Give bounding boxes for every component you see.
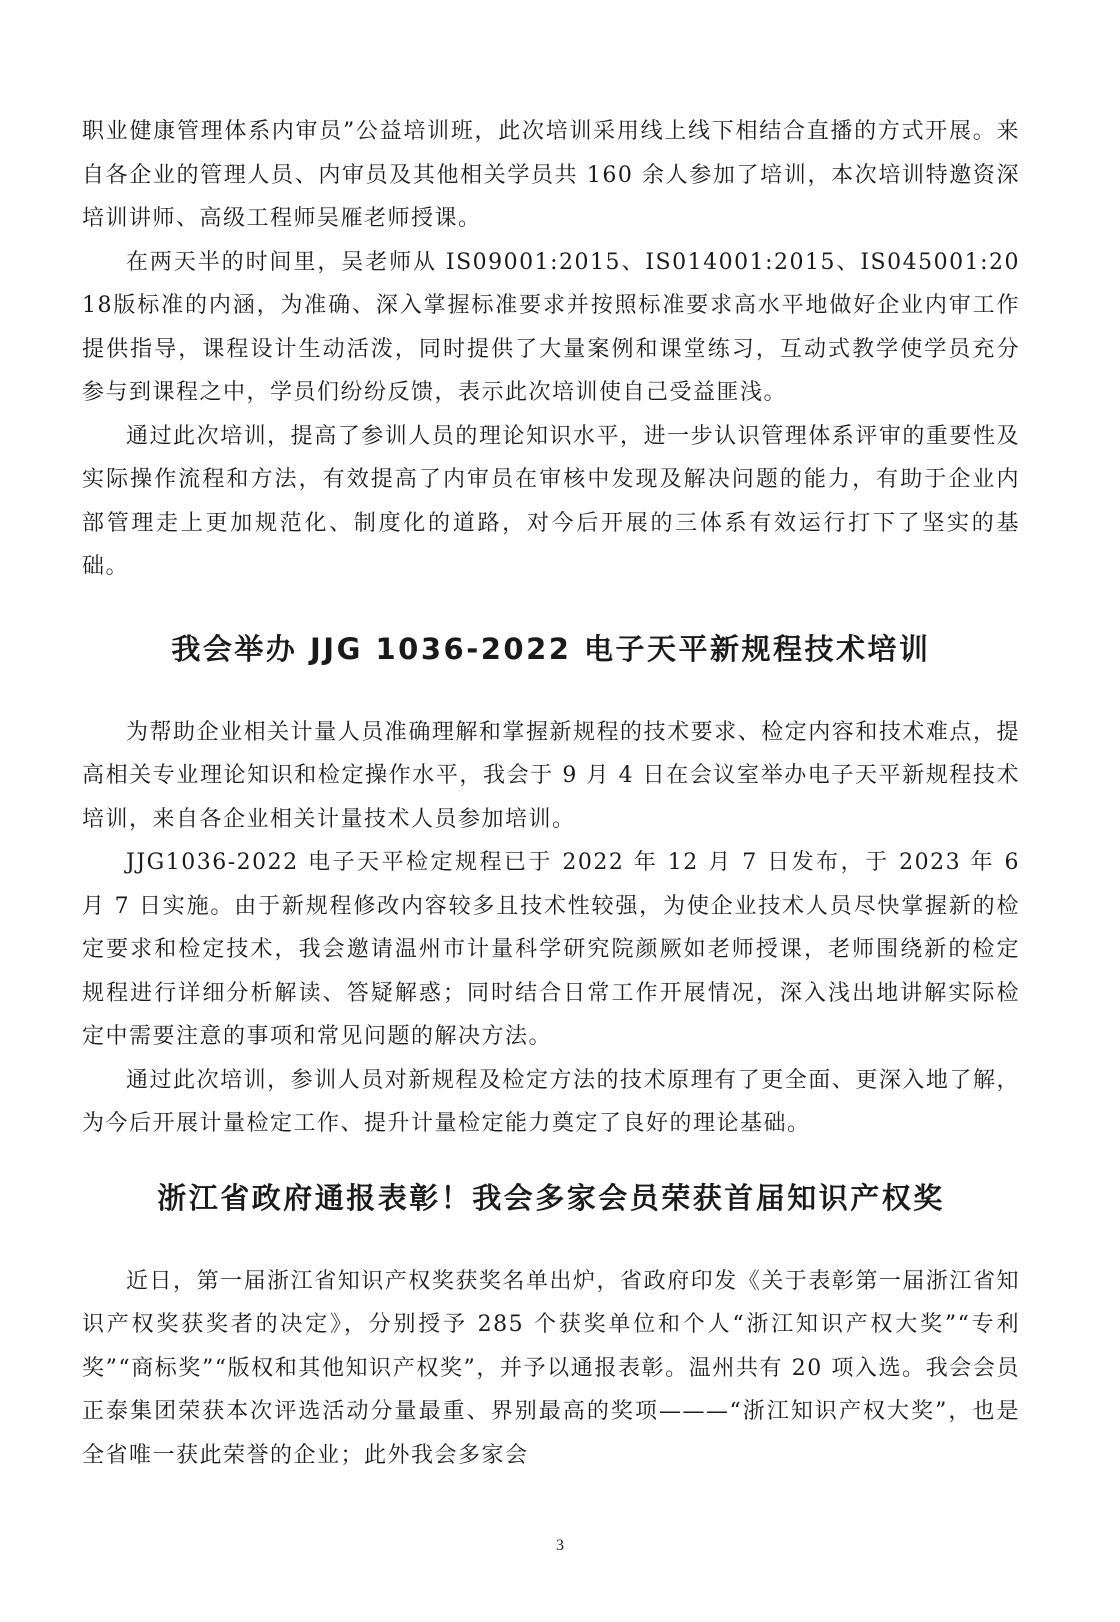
section2-paragraph-3: 通过此次培训，参训人员对新规程及检定方法的技术原理有了更全面、更深入地了解，为今后开展计量检定工作、提升计量检定能力奠定了良好的理论基础。 [82,1067,1020,1136]
section2-title: 我会举办 JJG 1036-2022 电子天平新规程技术培训 [171,631,931,666]
section2-paragraph-2: JJG1036-2022 电子天平检定规程已于 2022 年 12 月 7 日发布，于 2023 年 6 月 7 日实施。由于新规程修改内容较多且技术性较强，为使企业技术人员尽快掌握新的检定要求和检定技术，我会邀请温州市计量科学研究院颜厥如老师授课，老师围绕新的检定规程进行详细分析解读、答疑解惑；同时结合日常工作开展情况，深入浅出地讲解实际检定中需要注意的事项和常见问题的解决方法。 [82,850,1020,1049]
section1-paragraph-3: 通过此次培训，提高了参训人员的理论知识水平，进一步认识管理体系评审的重要性及实际操作流程和方法，有效提高了内审员在审核中发现及解决问题的能力，有助于企业内部管理走上更加规范化、制度化的道路，对今后开展的三体系有效运行打下了坚实的基础。 [82,423,1020,579]
section3-paragraph-1: 近日，第一届浙江省知识产权奖获奖名单出炉，省政府印发《关于表彰第一届浙江省知识产权奖获奖者的决定》，分别授予 285 个获奖单位和个人“浙江知识产权大奖”“专利奖”“商标奖”“版权和其他知识产权奖”，并予以通报表彰。温州共有 20 项入选。我会会员正泰集团荣获本次评选活动分量最重、界别最高的奖项———“浙江知识产权大奖”，也是全省唯一获此荣誉的企业；此外我会多家会 [82,1268,1020,1468]
section3-title: 浙江省政府通报表彰！我会多家会员荣获首届知识产权奖 [157,1180,945,1215]
page-content [82,110,1020,1477]
page-number: 3 [556,1537,564,1554]
section1-paragraph-2: 在两天半的时间里，吴老师从 IS09001:2015、IS014001:2015、IS045001:2018版标准的内涵，为准确、深入掌握标准要求并按照标准要求高水平地做好企业内审工作提供指导，课程设计生动活泼，同时提供了大量案例和课堂练习，互动式教学使学员充分参与到课程之中，学员们纷纷反馈，表示此次培训使自己受益匪浅。 [82,249,1020,405]
section2-paragraph-1: 为帮助企业相关计量人员准确理解和掌握新规程的技术要求、检定内容和技术难点，提高相关专业理论知识和检定操作水平，我会于 9 月 4 日在会议室举办电子天平新规程技术培训，来自各企业相关计量技术人员参加培训。 [82,719,1020,832]
section1-paragraph-1: 职业健康管理体系内审员”公益培训班，此次培训采用线上线下相结合直播的方式开展。来自各企业的管理人员、内审员及其他相关学员共 160 余人参加了培训，本次培训特邀资深培训讲师、高级工程师吴雁老师授课。 [82,119,1020,231]
